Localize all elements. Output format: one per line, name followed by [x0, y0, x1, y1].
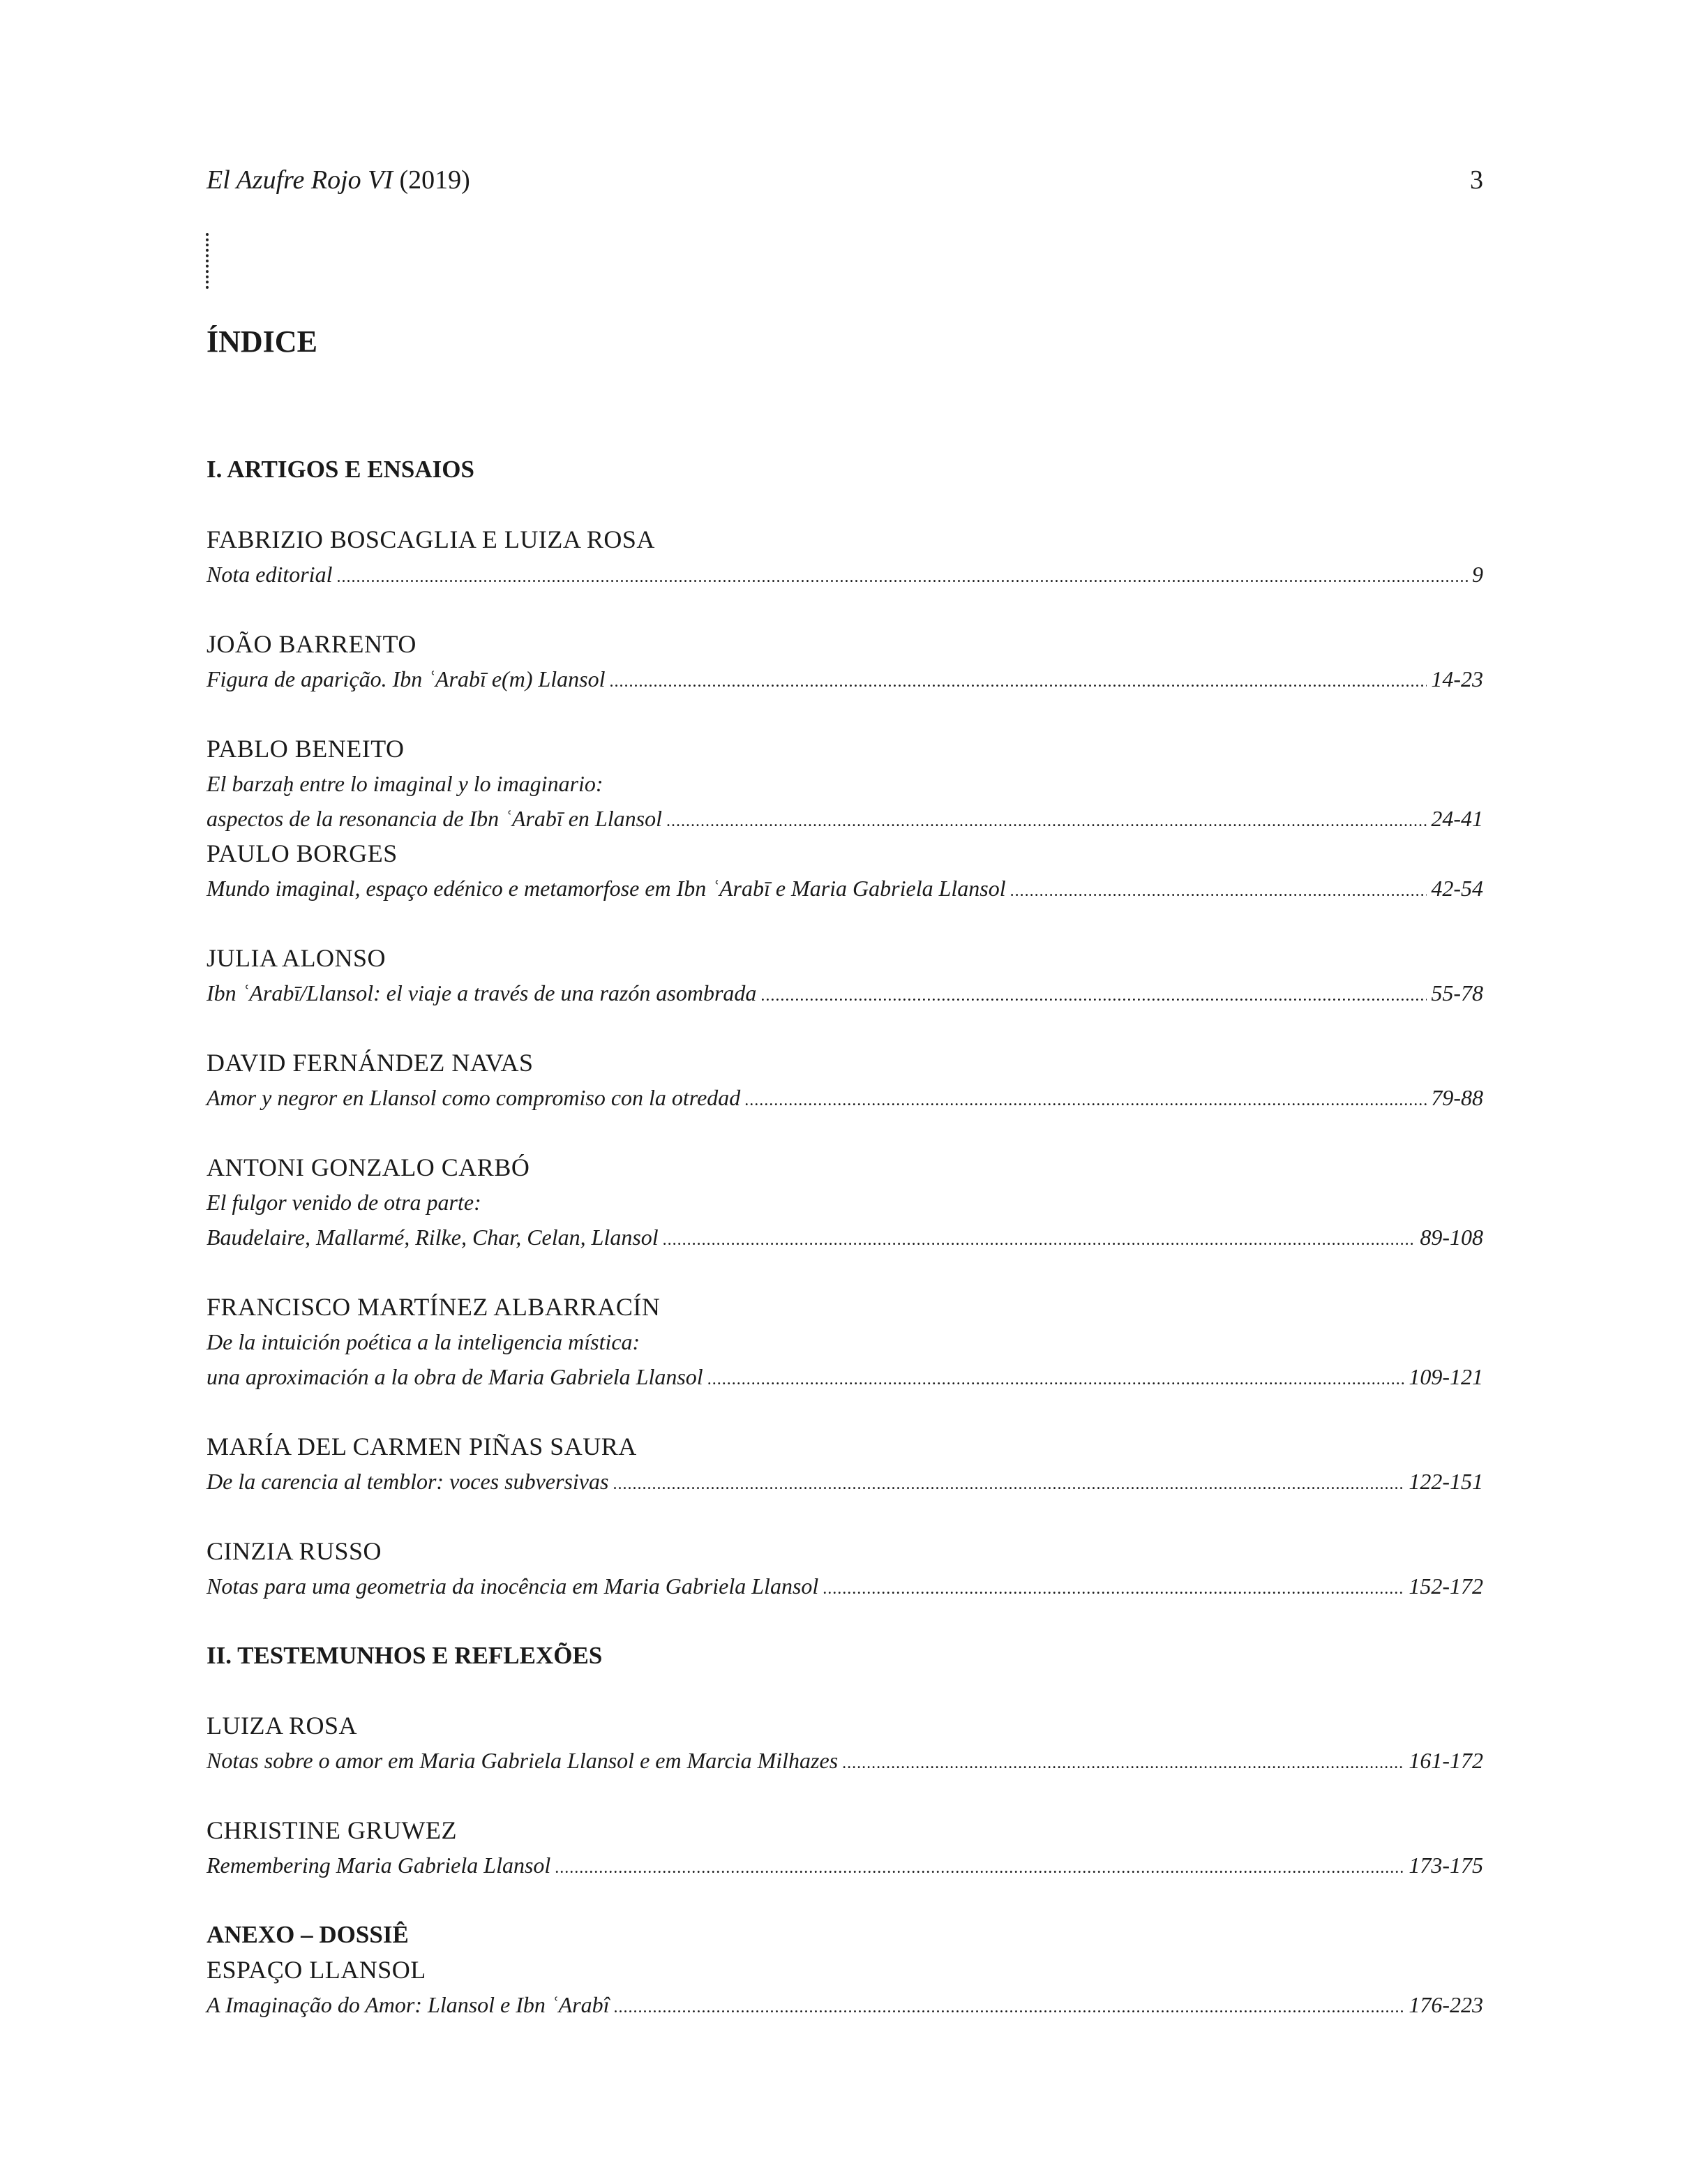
toc-entry	[207, 1534, 1483, 1603]
dot-leader	[555, 1848, 1404, 1885]
spacer	[207, 487, 1483, 522]
toc-entry	[207, 941, 1483, 1010]
spacer	[207, 1255, 1483, 1289]
spacer	[207, 1394, 1483, 1429]
toc-entry	[207, 1952, 1483, 2022]
spacer	[207, 696, 1483, 731]
entry-pages: 55-78	[1431, 980, 1483, 1005]
entry-author: JULIA ALONSO	[207, 944, 386, 972]
entry-author: ESPAÇO LLANSOL	[207, 1956, 426, 1984]
dot-leader	[707, 1359, 1405, 1397]
entry-title: Amor y negror en Llansol como compromiso con la otredad	[207, 1085, 741, 1110]
entry-line	[207, 1359, 1483, 1394]
entry-line	[207, 1464, 1483, 1499]
journal-name: El Azufre Rojo VI	[207, 165, 393, 195]
spacer	[207, 906, 1483, 941]
dot-leader	[613, 1464, 1404, 1502]
entry-pages: 42-54	[1431, 876, 1483, 901]
entry-title: Notas sobre o amor em Maria Gabriela Llansol e em Marcia Milhazes	[207, 1748, 839, 1773]
entry-author: FABRIZIO BOSCAGLIA E LUIZA ROSA	[207, 525, 655, 553]
entry-line	[207, 557, 1483, 592]
entry-pages: 152-172	[1409, 1573, 1483, 1599]
toc-entry	[207, 627, 1483, 696]
spacer	[207, 1499, 1483, 1534]
page-title: ÍNDICE	[207, 324, 317, 359]
dot-leader	[842, 1743, 1404, 1781]
entry-subtitle: El fulgor venido de otra parte:	[207, 1190, 481, 1215]
entry-title: una aproximación a la obra de Maria Gabriela Llansol	[207, 1364, 703, 1389]
entry-pages: 79-88	[1431, 1085, 1483, 1110]
entry-title: Ibn ʿArabī/Llansol: el viaje a través de una razón asombrada	[207, 980, 757, 1005]
dot-leader	[823, 1569, 1404, 1606]
journal-year: (2019)	[393, 165, 470, 195]
dot-leader	[666, 801, 1427, 839]
dot-leader	[336, 557, 1468, 594]
toc-entry	[207, 836, 1483, 906]
entry-author: DAVID FERNÁNDEZ NAVAS	[207, 1049, 534, 1077]
entry-line	[207, 1569, 1483, 1603]
entry-line	[207, 661, 1483, 696]
entry-pages: 14-23	[1431, 666, 1483, 691]
entry-line	[207, 1220, 1483, 1255]
entry-title: Notas para uma geometria da inocência em Maria Gabriela Llansol	[207, 1573, 819, 1599]
entry-title: Figura de aparição. Ibn ʿArabī e(m) Llansol	[207, 666, 606, 691]
entry-author: CHRISTINE GRUWEZ	[207, 1816, 457, 1844]
entry-line	[207, 1743, 1483, 1778]
entry-author: ANTONI GONZALO CARBÓ	[207, 1153, 530, 1181]
spacer	[207, 1778, 1483, 1813]
entry-line	[207, 1848, 1483, 1883]
entry-title: aspectos de la resonancia de Ibn ʿArabī en Llansol	[207, 806, 662, 831]
table-of-contents	[207, 452, 1483, 2022]
entry-pages: 161-172	[1409, 1748, 1483, 1773]
dot-leader	[744, 1080, 1427, 1118]
dot-leader	[663, 1220, 1416, 1257]
entry-line	[207, 801, 1483, 836]
toc-entry	[207, 1150, 1483, 1255]
toc-entry	[207, 1289, 1483, 1394]
entry-author: LUIZA ROSA	[207, 1712, 358, 1740]
entry-subtitle: De la intuición poética a la inteligencia mística:	[207, 1329, 640, 1354]
section-heading: ANEXO – DOSSIÊ	[207, 1921, 409, 1948]
journal-title	[207, 165, 470, 195]
entry-author: JOÃO BARRENTO	[207, 630, 416, 658]
page-number: 3	[1470, 165, 1483, 195]
toc-entry	[207, 1045, 1483, 1115]
entry-author: PABLO BENEITO	[207, 735, 405, 763]
spacer	[207, 592, 1483, 627]
entry-subtitle: El barzaḫ entre lo imaginal y lo imaginario:	[207, 771, 603, 796]
entry-line	[207, 871, 1483, 906]
entry-author: PAULO BORGES	[207, 839, 398, 867]
dot-leader	[610, 661, 1427, 699]
spacer	[207, 1883, 1483, 1917]
entry-pages: 89-108	[1420, 1225, 1483, 1250]
entry-pages: 122-151	[1409, 1469, 1483, 1494]
entry-pages: 24-41	[1431, 806, 1483, 831]
entry-author: MARÍA DEL CARMEN PIÑAS SAURA	[207, 1433, 637, 1460]
toc-entry	[207, 1708, 1483, 1778]
entry-line	[207, 1987, 1483, 2022]
toc-entry	[207, 731, 1483, 836]
running-header	[207, 165, 1483, 207]
toc-entry	[207, 1813, 1483, 1883]
entry-title: A Imaginação do Amor: Llansol e Ibn ʿArabî	[207, 1992, 610, 2017]
spacer	[207, 1673, 1483, 1708]
dotted-rule	[206, 233, 209, 289]
entry-title: Remembering Maria Gabriela Llansol	[207, 1853, 551, 1878]
entry-pages: 176-223	[1409, 1992, 1483, 2017]
entry-title: De la carencia al temblor: voces subversivas	[207, 1469, 609, 1494]
section-heading: II. TESTEMUNHOS E REFLEXÕES	[207, 1642, 603, 1669]
entry-line	[207, 975, 1483, 1010]
section-heading: I. ARTIGOS E ENSAIOS	[207, 456, 474, 483]
spacer	[207, 1010, 1483, 1045]
entry-author: CINZIA RUSSO	[207, 1537, 382, 1565]
entry-title: Baudelaire, Mallarmé, Rilke, Char, Celan, Llansol	[207, 1225, 659, 1250]
entry-pages: 109-121	[1409, 1364, 1483, 1389]
entry-line	[207, 1080, 1483, 1115]
entry-pages: 9	[1472, 562, 1483, 587]
dot-leader	[760, 975, 1427, 1013]
dot-leader	[1010, 871, 1427, 908]
toc-entry	[207, 1429, 1483, 1499]
spacer	[207, 1115, 1483, 1150]
entry-title: Mundo imaginal, espaço edénico e metamorfose em Ibn ʿArabī e Maria Gabriela Llansol	[207, 876, 1006, 901]
toc-entry	[207, 522, 1483, 592]
entry-author: FRANCISCO MARTÍNEZ ALBARRACÍN	[207, 1293, 661, 1321]
spacer	[207, 1603, 1483, 1638]
dot-leader	[613, 1987, 1404, 2025]
entry-title: Nota editorial	[207, 562, 333, 587]
entry-pages: 173-175	[1409, 1853, 1483, 1878]
